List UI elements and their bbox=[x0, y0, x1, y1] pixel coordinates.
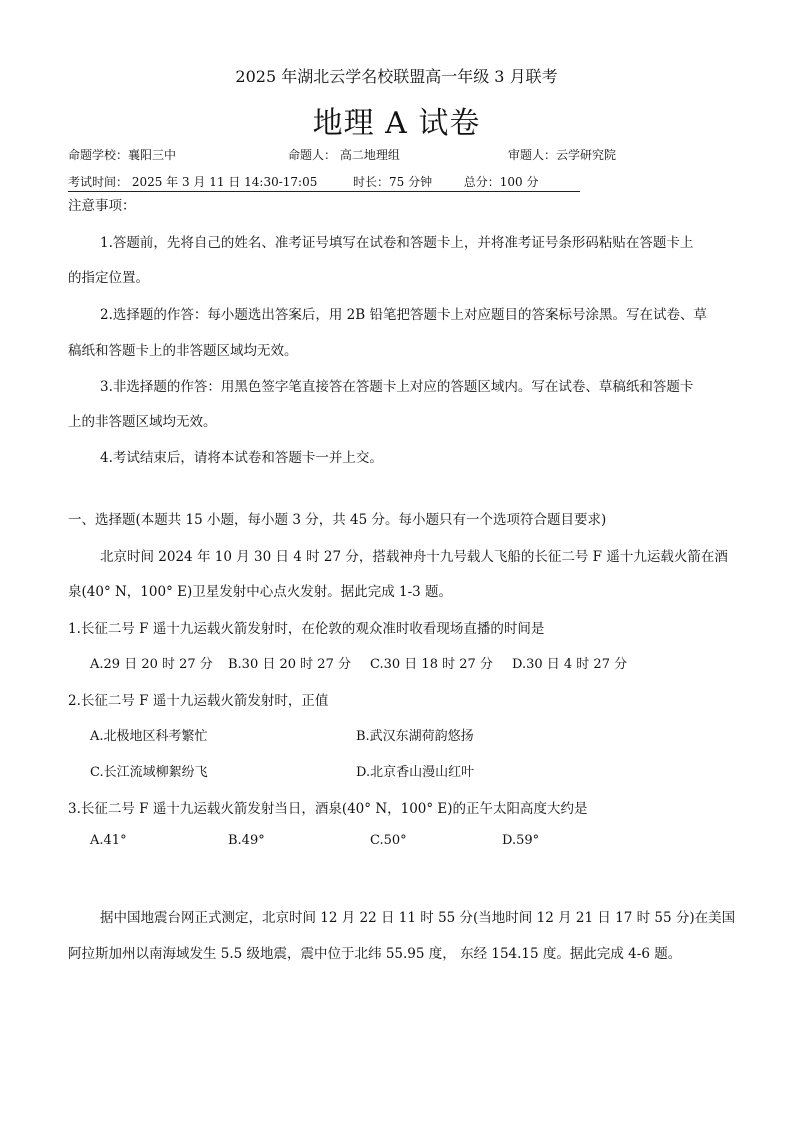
question-3-option-d: D.59° bbox=[502, 833, 540, 848]
question-2-option-c: C.长江流域柳絮纷飞 bbox=[90, 765, 208, 780]
exam-title: 地理 A 试卷 bbox=[312, 106, 481, 141]
notice-item-1-cont: 的指定位置。 bbox=[68, 270, 149, 286]
exam-subtitle: 2025 年湖北云学名校联盟高一年级 3 月联考 bbox=[235, 67, 558, 86]
question-1-option-c: C.30 日 18 时 27 分 bbox=[370, 657, 493, 672]
notice-item-2-cont: 稿纸和答题卡上的非答题区域均无效。 bbox=[68, 343, 298, 359]
question-2-stem: 2.长征二号 F 遥十九运载火箭发射时，正值 bbox=[68, 693, 329, 709]
exam-info-line bbox=[68, 173, 580, 192]
notice-heading: 注意事项： bbox=[68, 198, 136, 214]
question-3-stem: 3.长征二号 F 遥十九运载火箭发射当日，酒泉(40° N，100° E)的正午太阳高度大约是 bbox=[68, 801, 588, 817]
notice-item-3-cont: 上的非答题区域均无效。 bbox=[68, 414, 217, 430]
question-3-option-c: C.50° bbox=[370, 833, 407, 848]
question-2-option-d: D.北京香山漫山红叶 bbox=[356, 765, 475, 780]
meta-author: 命题人： 高二地理组 bbox=[288, 148, 400, 162]
question-3-option-a: A.41° bbox=[90, 833, 127, 848]
notice-item-4: 4.考试结束后，请将本试卷和答题卡一并上交。 bbox=[100, 450, 383, 466]
meta-school: 命题学校：襄阳三中 bbox=[68, 148, 177, 162]
question-1-option-b: B.30 日 20 时 27 分 bbox=[228, 657, 351, 672]
section-heading: 一、选择题(本题共 15 小题，每小题 3 分，共 45 分。每小题只有一个选项符合题目要求) bbox=[68, 512, 607, 528]
meta-time: 考试时间： 2025 年 3 月 11 日 14:30-17:05 bbox=[68, 175, 318, 189]
notice-item-1: 1.答题前，先将自己的姓名、准考证号填写在试卷和答题卡上，并将准考证号条形码粘贴在答题卡上 bbox=[100, 235, 694, 251]
meta-reviewer: 审题人：云学研究院 bbox=[508, 148, 617, 162]
notice-item-2: 2.选择题的作答：每小题选出答案后，用 2B 铅笔把答题卡上对应题目的答案标号涂黑。写在试卷、草 bbox=[100, 307, 707, 323]
question-1-stem: 1.长征二号 F 遥十九运载火箭发射时，在伦敦的观众准时收看现场直播的时间是 bbox=[68, 621, 545, 637]
passage-2-line-2: 阿拉斯加州以南海域发生 5.5 级地震，震中位于北纬 55.95 度， 东经 154.15 度。据此完成 4-6 题。 bbox=[68, 946, 682, 962]
question-2-option-b: B.武汉东湖荷韵悠扬 bbox=[356, 729, 474, 744]
question-1-option-d: D.30 日 4 时 27 分 bbox=[512, 657, 628, 672]
question-3-option-b: B.49° bbox=[228, 833, 265, 848]
question-2-option-a: A.北极地区科考繁忙 bbox=[90, 729, 208, 744]
meta-duration: 时长：75 分钟 bbox=[353, 175, 433, 189]
question-1-option-a: A.29 日 20 时 27 分 bbox=[90, 657, 213, 672]
passage-2-line-1: 据中国地震台网正式测定，北京时间 12 月 22 日 11 时 55 分(当地时间 12 月 21 日 17 时 55 分)在美国 bbox=[100, 910, 736, 926]
notice-item-3: 3.非选择题的作答：用黑色签字笔直接答在答题卡上对应的答题区域内。写在试卷、草稿纸和答题卡 bbox=[100, 379, 694, 395]
meta-score: 总分：100 分 bbox=[463, 175, 539, 189]
passage-1-line-2: 泉(40° N，100° E)卫星发射中心点火发射。据此完成 1-3 题。 bbox=[68, 584, 453, 600]
passage-1-line-1: 北京时间 2024 年 10 月 30 日 4 时 27 分，搭载神舟十九号载人飞船的长征二号 F 遥十九运载火箭在酒 bbox=[100, 549, 728, 565]
